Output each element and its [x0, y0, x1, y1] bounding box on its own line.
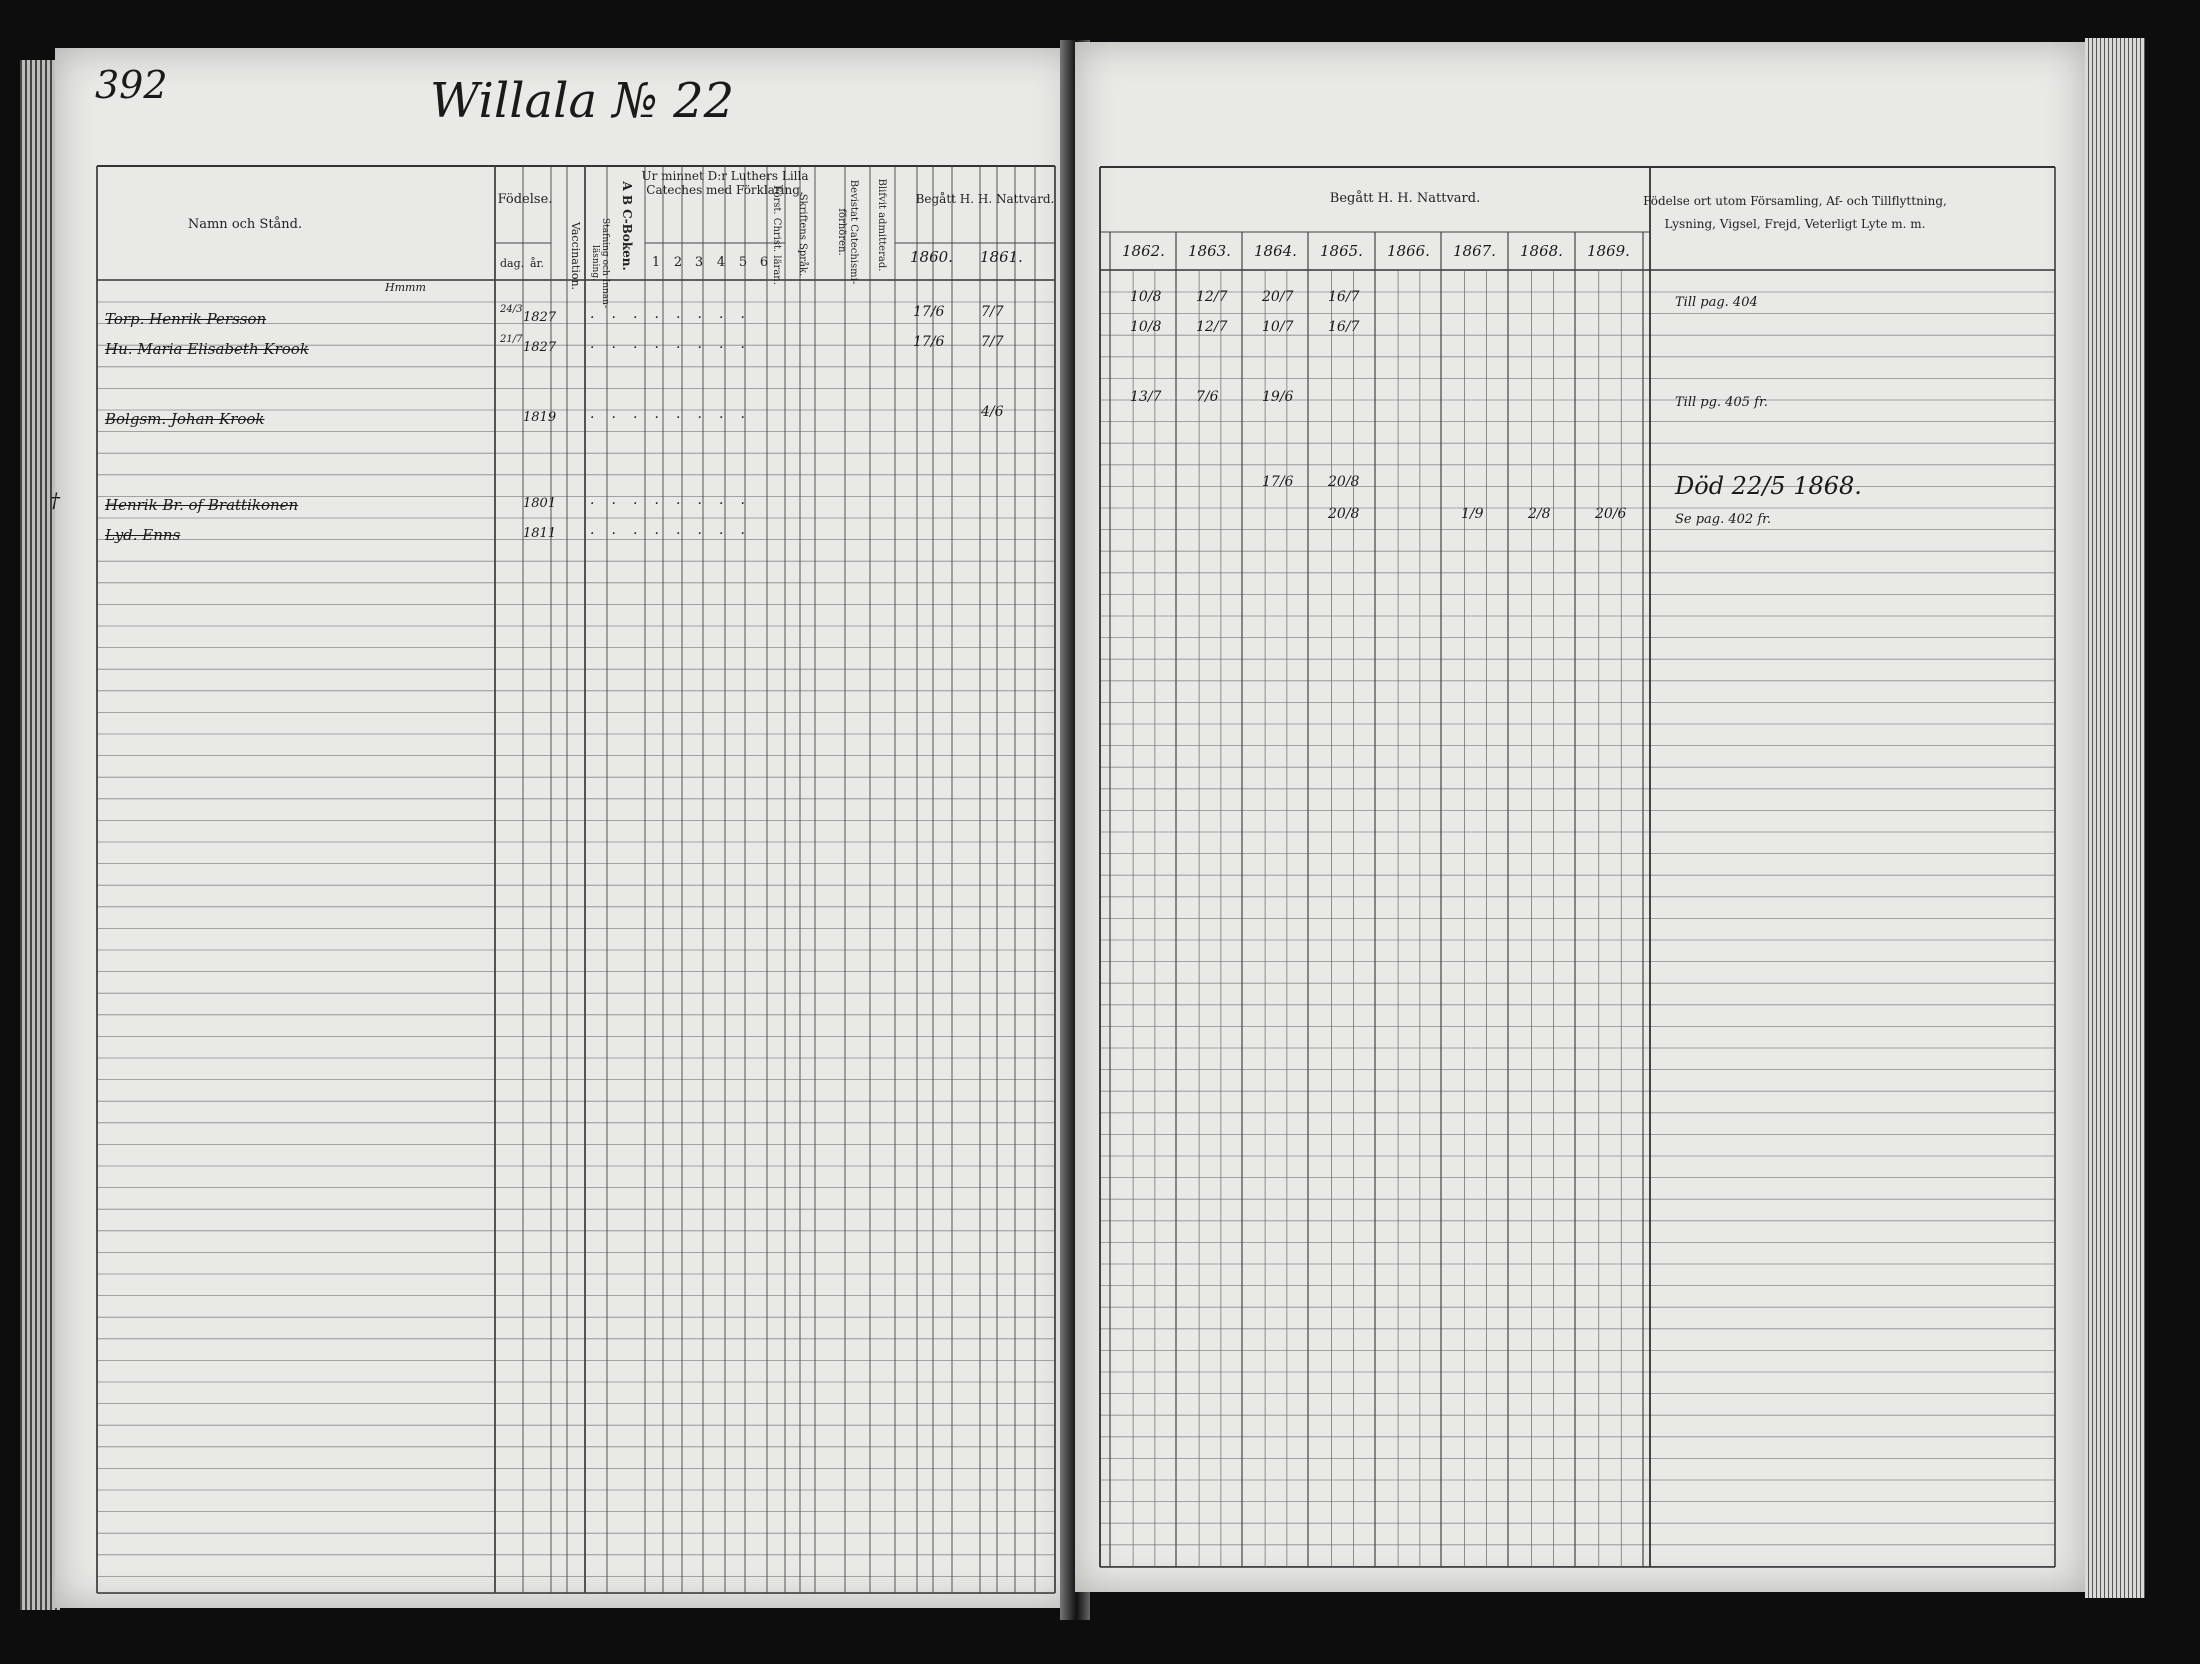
header-vaccination: Vaccination.: [569, 221, 582, 291]
death-mark: †: [50, 488, 60, 512]
entry-mark: ·: [676, 340, 681, 356]
entry-mark: ·: [740, 310, 745, 326]
header-name: Namn och Stånd.: [187, 217, 303, 232]
entry-mark: ·: [633, 410, 638, 426]
entry-1860: 17/6: [913, 304, 945, 320]
entry-1861: 7/7: [981, 334, 1004, 350]
catechism-number-3: 3: [694, 255, 704, 270]
entry-mark: ·: [676, 310, 681, 326]
header-forst: Först. Christ. läran.: [771, 185, 782, 285]
entry-mark: ·: [697, 340, 702, 356]
entry-1869: 20/6: [1595, 506, 1627, 522]
entry-birth-day: 24/3: [500, 304, 523, 315]
entry-mark: ·: [590, 340, 595, 356]
entry-mark: ·: [590, 496, 595, 512]
header-year-1863: 1863.: [1188, 242, 1231, 260]
entry-1867: 1/9: [1461, 506, 1484, 522]
entry-mark: ·: [719, 340, 724, 356]
header-year-1865: 1865.: [1320, 242, 1363, 260]
right-ruling: [1075, 42, 2085, 1592]
catechism-number-6: 6: [759, 255, 769, 270]
entry-remark: Se pag. 402 fr.: [1675, 512, 1772, 527]
entry-mark: ·: [676, 410, 681, 426]
entry-birth-day: 21/7: [500, 334, 523, 345]
entry-mark: ·: [697, 310, 702, 326]
entry-mark: ·: [590, 526, 595, 542]
entry-1863: 12/7: [1196, 319, 1228, 335]
book-page-edges: [2085, 38, 2145, 1598]
catechism-number-1: 1: [651, 255, 661, 270]
header-year-1861: 1861.: [980, 248, 1023, 266]
entry-mark: ·: [611, 496, 616, 512]
entry-remark: Till pag. 404: [1675, 295, 1758, 310]
entry-mark: ·: [740, 526, 745, 542]
header-born-day: dag.: [500, 257, 525, 270]
entry-name: Hu. Maria Elisabeth Krook: [105, 340, 309, 358]
header-bevistat: Bevistat Catechismi-förhören.: [836, 179, 859, 285]
entry-remark: Död 22/5 1868.: [1675, 472, 1862, 500]
entry-mark: ·: [719, 310, 724, 326]
entry-mark: ·: [654, 410, 659, 426]
entry-birth-year: 1811: [523, 526, 557, 541]
header-year-1866: 1866.: [1387, 242, 1430, 260]
entry-mark: ·: [719, 526, 724, 542]
header-remarks: Födelse ort utom Församling, Af- och Tillflyttning, Lysning, Vigsel, Frejd, Veterligt Lyte m. m.: [1643, 194, 1947, 231]
entry-1865: 16/7: [1328, 289, 1360, 305]
entry-mark: ·: [654, 340, 659, 356]
left-page: [50, 48, 1075, 1608]
entry-1868: 2/8: [1528, 506, 1551, 522]
entry-1861: 7/7: [981, 304, 1004, 320]
entry-birth-year: 1827: [523, 310, 557, 325]
entry-1862: 13/7: [1130, 389, 1162, 405]
entry-mark: ·: [697, 526, 702, 542]
entry-name: Torp. Henrik Persson: [105, 310, 267, 328]
entry-mark: ·: [633, 496, 638, 512]
header-year-1860: 1860.: [910, 248, 953, 266]
catechism-number-4: 4: [716, 255, 726, 270]
entry-mark: ·: [654, 310, 659, 326]
catechism-number-2: 2: [673, 255, 683, 270]
entry-mark: ·: [676, 496, 681, 512]
page-number: 392: [95, 63, 168, 107]
entry-1863: 12/7: [1196, 289, 1228, 305]
entry-1865: 20/8: [1328, 506, 1360, 522]
entry-birth-year: 1801: [523, 496, 557, 511]
header-skriftens: Skriftens Språk.: [797, 193, 808, 277]
header-catechism: Ur minnet D:r Luthers Lilla Cateches med Förklaring.: [641, 169, 809, 197]
entry-mark: ·: [740, 496, 745, 512]
parish-title: Willala № 22: [430, 73, 735, 129]
header-year-1867: 1867.: [1453, 242, 1496, 260]
entry-mark: ·: [697, 496, 702, 512]
header-year-1862: 1862.: [1122, 242, 1165, 260]
entry-1865: 20/8: [1328, 474, 1360, 490]
entry-1864: 19/6: [1262, 389, 1294, 405]
entry-remark: Till pg. 405 fr.: [1675, 395, 1768, 410]
entry-mark: ·: [590, 310, 595, 326]
entry-mark: ·: [719, 496, 724, 512]
entry-mark: ·: [676, 526, 681, 542]
entry-mark: ·: [697, 410, 702, 426]
right-page: [1075, 42, 2085, 1592]
margin-annotation: Hmmm: [385, 281, 426, 294]
header-abc: A B C-Boken.: [620, 181, 634, 271]
entry-mark: ·: [719, 410, 724, 426]
entry-1864: 10/7: [1262, 319, 1294, 335]
entry-name: Bolgsm. Johan Krook: [105, 410, 265, 428]
header-year-1869: 1869.: [1587, 242, 1630, 260]
entry-1862: 10/8: [1130, 289, 1162, 305]
entry-mark: ·: [740, 410, 745, 426]
header-spelling: Stafning och Innan-läsning.: [589, 217, 610, 309]
entry-mark: ·: [611, 410, 616, 426]
entry-mark: ·: [633, 526, 638, 542]
entry-1863: 7/6: [1196, 389, 1219, 405]
header-born: Födelse.: [497, 192, 553, 207]
header-nattvard-left: Begått H. H. Nattvard.: [915, 192, 1055, 206]
entry-1865: 16/7: [1328, 319, 1360, 335]
entry-mark: ·: [633, 340, 638, 356]
header-nattvard-right: Begått H. H. Nattvard.: [1329, 191, 1481, 206]
entry-mark: ·: [633, 310, 638, 326]
entry-1862: 10/8: [1130, 319, 1162, 335]
entry-mark: ·: [654, 526, 659, 542]
header-year-1868: 1868.: [1520, 242, 1563, 260]
entry-mark: ·: [611, 340, 616, 356]
entry-mark: ·: [590, 410, 595, 426]
header-year-1864: 1864.: [1254, 242, 1297, 260]
header-blifvit: Blifvit admitterad.: [876, 178, 887, 272]
entry-mark: ·: [611, 310, 616, 326]
entry-1860: 17/6: [913, 334, 945, 350]
entry-mark: ·: [740, 340, 745, 356]
header-born-year: år.: [529, 257, 545, 270]
book-left-edge: [20, 60, 60, 1610]
entry-mark: ·: [611, 526, 616, 542]
entry-name: Henrik Br. of Brattikonen: [105, 496, 299, 514]
entry-birth-year: 1819: [523, 410, 557, 425]
entry-mark: ·: [654, 496, 659, 512]
entry-1861: 4/6: [981, 404, 1004, 420]
entry-name: Lyd. Enns: [105, 526, 181, 544]
entry-1864: 20/7: [1262, 289, 1294, 305]
entry-1864: 17/6: [1262, 474, 1294, 490]
catechism-number-5: 5: [738, 255, 748, 270]
entry-birth-year: 1827: [523, 340, 557, 355]
